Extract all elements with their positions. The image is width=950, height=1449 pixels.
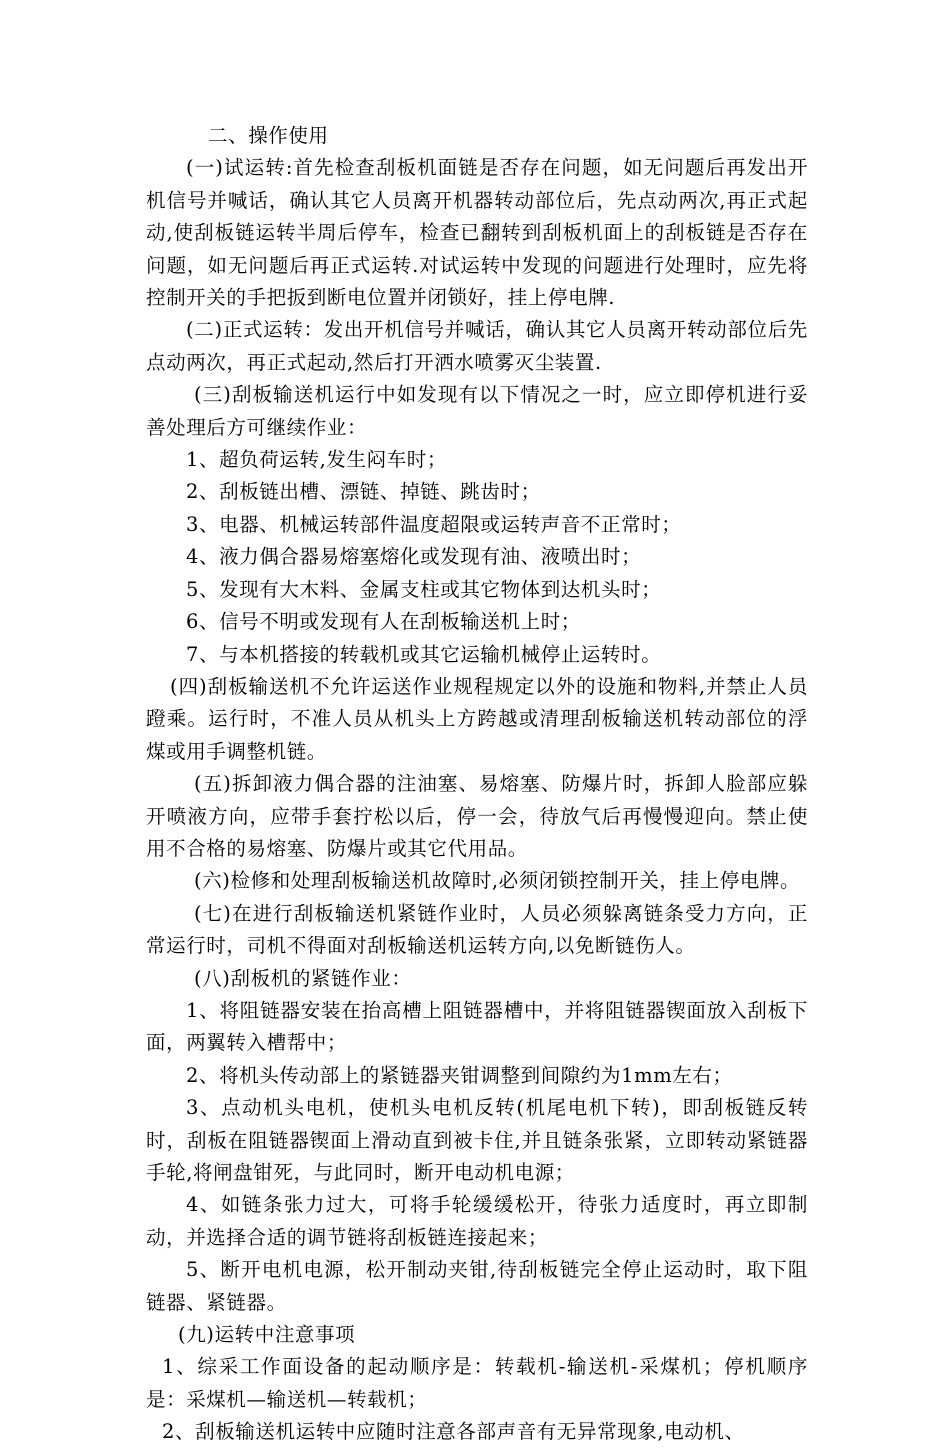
paragraph-maintenance-lockout: (六)检修和处理刮板输送机故障时,必须闭锁控制开关，挂上停电牌。 [194, 869, 801, 893]
paragraph-chain-tensioning-heading: (八)刮板机的紧链作业： [194, 966, 412, 990]
list-item: 1、综采工作面设备的起动顺序是：转载机-输送机-采煤机；停机顺序是：采煤机—输送机—转载机； [146, 1355, 808, 1411]
list-item: 1、将阻链器安装在抬高槽上阻链器槽中，并将阻链器锲面放入刮板下面，两翼转入槽帮中； [146, 998, 808, 1055]
list-item: 3、电器、机械运转部件温度超限或运转声音不正常时； [186, 512, 682, 536]
list-item: 7、与本机搭接的转载机或其它运输机械停止运转时。 [186, 642, 662, 666]
paragraph-operation-notes-heading: (九)运转中注意事项 [178, 1323, 356, 1347]
section-heading: 二、操作使用 [208, 124, 329, 147]
list-item: 2、刮板链出槽、漂链、掉链、跳齿时； [186, 480, 541, 504]
paragraph-formal-run: (二)正式运转：发出开机信号并喊话，确认其它人员离开转动部位后先点动两次，再正式起动,然后打开洒水喷雾灭尘装置. [146, 318, 808, 374]
list-item: 2、将机头传动部上的紧链器夹钳调整到间隙约为1mm左右； [186, 1063, 733, 1087]
paragraph-stop-conditions: (三)刮板输送机运行中如发现有以下情况之一时，应立即停机进行妥善处理后方可继续作业： [146, 383, 808, 439]
list-item: 6、信号不明或发现有人在刮板输送机上时； [186, 610, 581, 634]
paragraph-chain-tensioning-safety: (七)在进行刮板输送机紧链作业时，人员必须躲离链条受力方向，正常运行时，司机不得面对刮板输送机运转方向,以免断链伤人。 [146, 901, 808, 958]
list-item: 3、点动机头电机，使机头电机反转(机尾电机下转)，即刮板链反转时，刮板在阻链器锲面上滑动直到被卡住,并且链条张紧，立即转动紧链器手轮,将闸盘钳死，与此同时，断开电动机电源； [146, 1096, 808, 1184]
list-item: 5、断开电机电源，松开制动夹钳,待刮板链完全停止运动时，取下阻链器、紧链器。 [146, 1258, 808, 1314]
list-item: 5、发现有大木料、金属支柱或其它物体到达机头时； [186, 577, 662, 601]
paragraph-trial-run: (一)试运转:首先检查刮板机面链是否存在问题，如无问题后再发出开机信号并喊话，确认其它人员离开机器转动部位后，先点动两次,再正式起动,使刮板链运转半周后停车，检查已翻转到刮板机面上的刮板链是否存在问题，如无问题后再正式运转.对试运转中发现的问题进行处理时，应先将控制开关的手把扳到断电位置并闭锁好，挂上停电牌. [146, 156, 808, 310]
list-item: 4、液力偶合器易熔塞熔化或发现有油、液喷出时； [186, 545, 642, 569]
list-item: 2、刮板输送机运转中应随时注意各部声音有无异常现象,电动机、 [162, 1420, 745, 1444]
paragraph-coupler-disassembly: (五)拆卸液力偶合器的注油塞、易熔塞、防爆片时，拆卸人脸部应躲开喷液方向，应带手套拧松以后，停一会，待放气后再慢慢迎向。禁止使用不合格的易熔塞、防爆片或其它代用品。 [146, 772, 808, 860]
paragraph-prohibited-transport: (四)刮板输送机不允许运送作业规程规定以外的设施和物料,并禁止人员蹬乘。运行时，不准人员从机头上方跨越或清理刮板输送机转动部位的浮煤或用手调整机链。 [146, 674, 808, 763]
list-item: 4、如链条张力过大，可将手轮缓缓松开，待张力适度时，再立即制动，并选择合适的调节链将刮板链连接起来； [146, 1193, 808, 1249]
list-item: 1、超负荷运转,发生闷车时； [186, 448, 448, 472]
document-body [146, 120, 808, 1449]
